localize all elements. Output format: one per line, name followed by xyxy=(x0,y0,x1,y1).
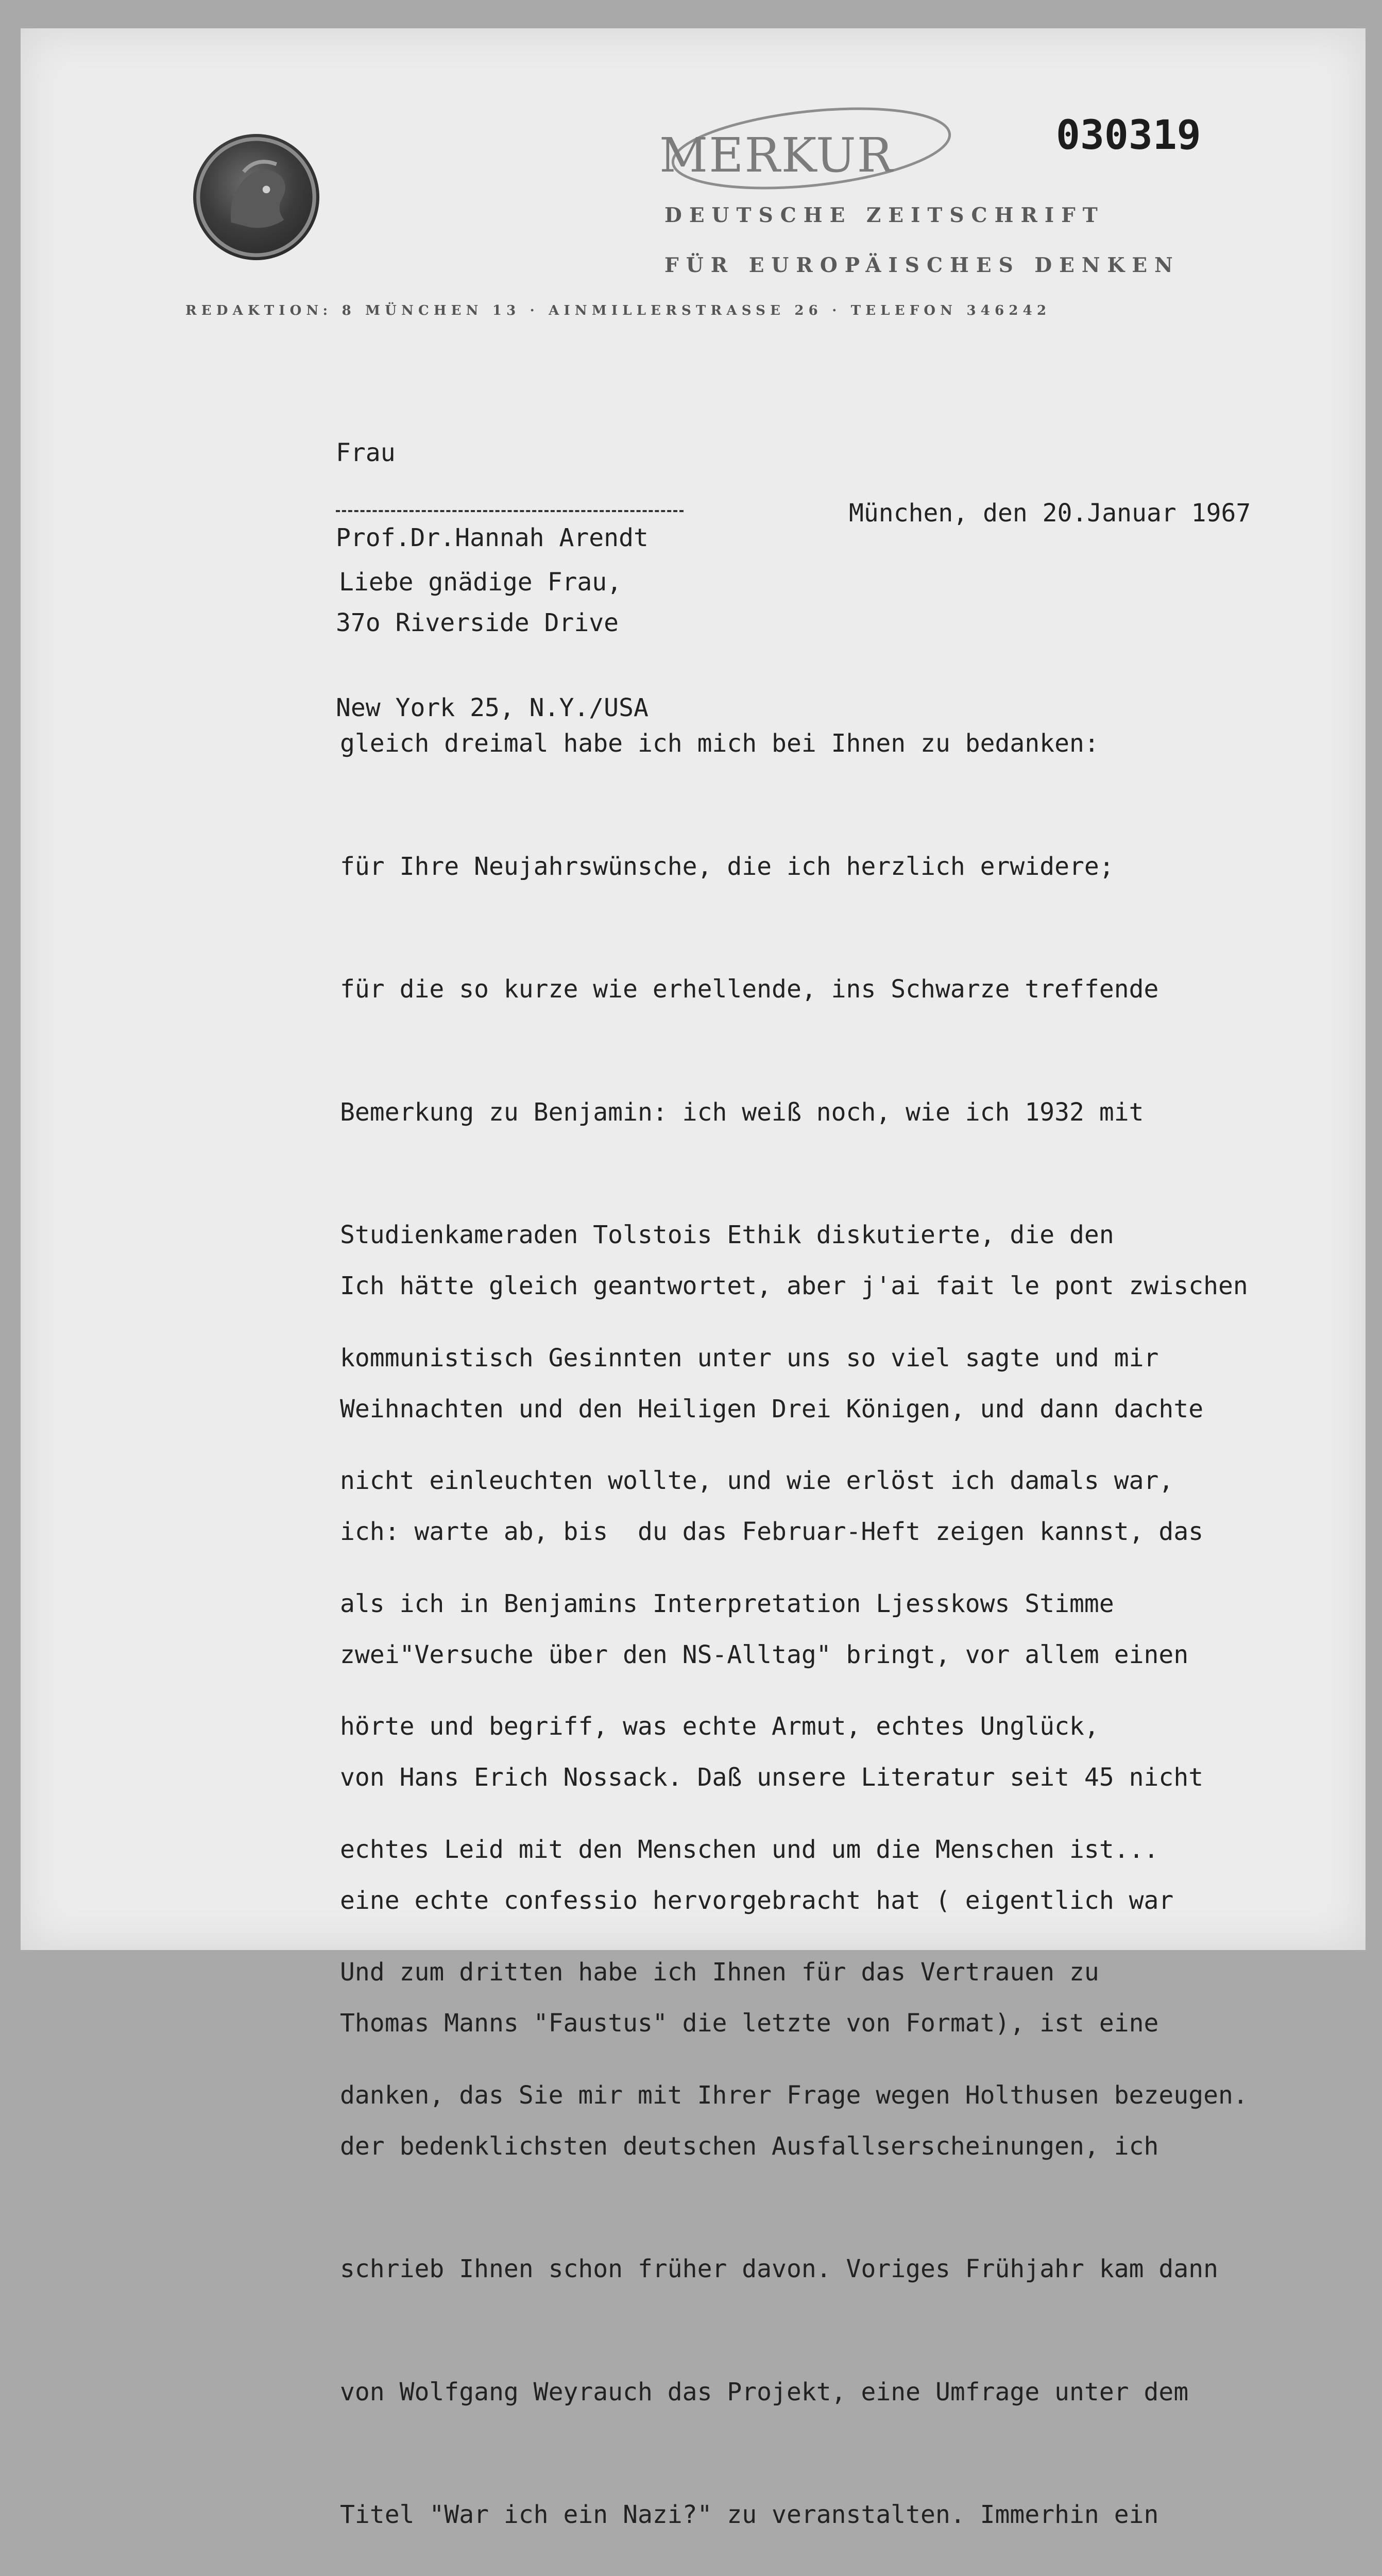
body-line: gleich dreimal habe ich mich bei Ihnen zu bedanken: xyxy=(340,729,1099,758)
body-line: nicht einleuchten wollte, und wie erlöst ich damals war, xyxy=(340,1466,1174,1495)
body-line: ich: warte ab, bis du das Februar-Heft zeigen kannst, das xyxy=(340,1517,1204,1546)
body-line: für Ihre Neujahrswünsche, die ich herzlich erwidere; xyxy=(340,852,1114,881)
body-line: hörte und begriff, was echte Armut, echtes Unglück, xyxy=(340,1712,1099,1741)
address-underline xyxy=(336,510,684,512)
brand-title: MERKUR xyxy=(659,128,894,183)
body-line: Bemerkung zu Benjamin: ich weiß noch, wie ich 1932 mit xyxy=(340,1097,1144,1127)
body-line: als ich in Benjamins Interpretation Ljesskows Stimme xyxy=(340,1589,1114,1618)
recipient-line: 37o Riverside Drive xyxy=(336,608,619,637)
body-line: Ich hätte gleich geantwortet, aber j'ai fait le pont zwischen xyxy=(340,1272,1248,1300)
letter-date: München, den 20.Januar 1967 xyxy=(849,499,1251,528)
body-line: für die so kurze wie erhellende, ins Schwarze treffende xyxy=(340,975,1159,1004)
body-line: Weihnachten und den Heiligen Drei Königen, und dann dachte xyxy=(340,1394,1204,1423)
body-line: von Wolfgang Weyrauch das Projekt, eine Umfrage unter dem xyxy=(340,2377,1189,2406)
recipient-line: Frau xyxy=(336,438,396,467)
body-line: echtes Leid mit den Menschen und um die Menschen ist... xyxy=(340,1835,1159,1864)
body-line: Und zum dritten habe ich Ihnen für das Vertrauen zu xyxy=(340,1958,1099,1987)
body-line: von Hans Erich Nossack. Daß unsere Literatur seit 45 nicht xyxy=(340,1763,1204,1792)
body-paragraph-2 xyxy=(340,1184,1248,2576)
tagline-line-1: DEUTSCHE ZEITSCHRIFT xyxy=(664,204,1105,227)
body-line: zwei"Versuche über den NS-Alltag" bringt, vor allem einen xyxy=(340,1640,1189,1669)
body-line: kommunistisch Gesinnten unter uns so viel sagte und mir xyxy=(340,1343,1159,1372)
editorial-address: REDAKTION: 8 MÜNCHEN 13 · AINMILLERSTRASSE 26 · TELEFON 346242 xyxy=(185,303,1051,318)
recipient-line: New York 25, N.Y./USA xyxy=(336,693,649,722)
body-line: Titel "War ich ein Nazi?" zu veranstalten. Immerhin ein xyxy=(340,2500,1159,2529)
document-number: 030319 xyxy=(1056,112,1201,159)
body-line: Studienkameraden Tolstois Ethik diskutierte, die den xyxy=(340,1221,1114,1249)
body-line: danken, das Sie mir mit Ihrer Frage wegen Holthusen bezeugen. xyxy=(340,2080,1248,2110)
body-line: Thomas Manns "Faustus" die letzte von Format), ist eine xyxy=(340,2009,1159,2038)
body-line: der bedenklichsten deutschen Ausfallserscheinungen, ich xyxy=(340,2131,1159,2161)
body-line: eine echte confessio hervorgebracht hat ( eigentlich war xyxy=(340,1886,1174,1915)
recipient-line: Prof.Dr.Hannah Arendt xyxy=(336,523,649,552)
coin-medallion-icon xyxy=(193,134,319,260)
body-line: schrieb Ihnen schon früher davon. Voriges Frühjahr kam dann xyxy=(340,2255,1219,2283)
salutation: Liebe gnädige Frau, xyxy=(339,568,622,597)
tagline-line-2: FÜR EUROPÄISCHES DENKEN xyxy=(664,253,1180,277)
